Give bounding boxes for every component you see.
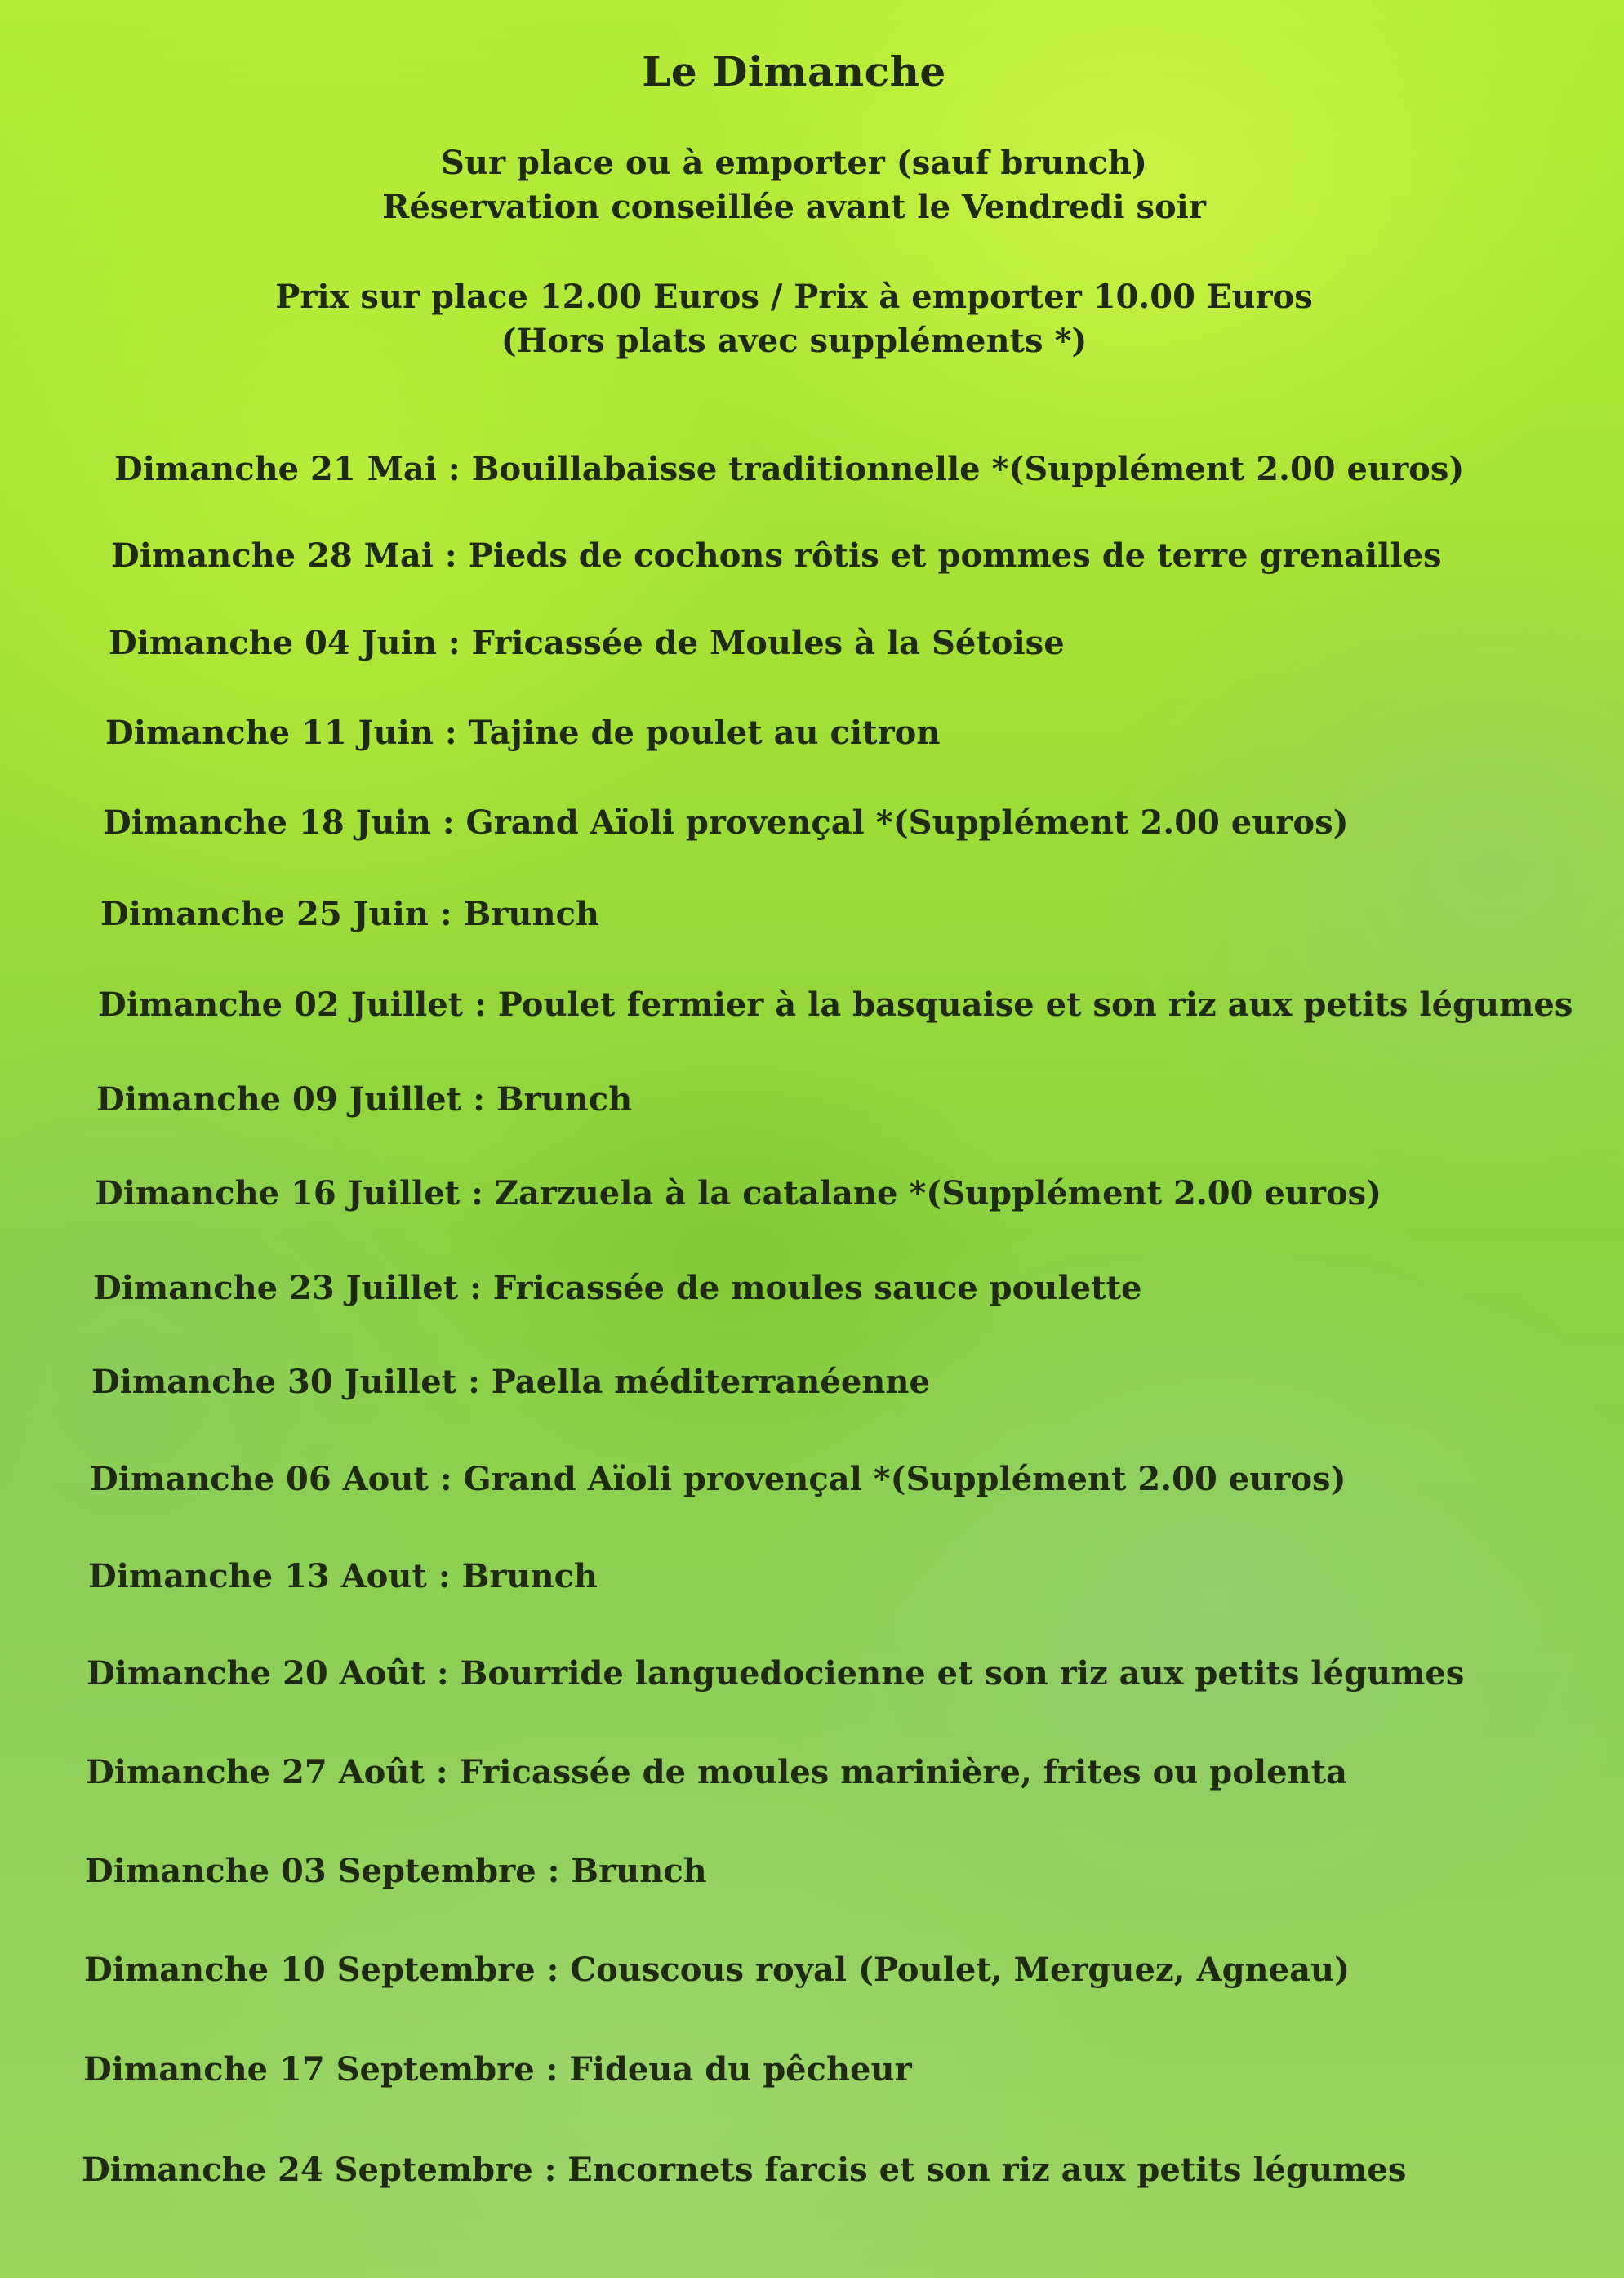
menu-date: Dimanche 03 Septembre (85, 1852, 536, 1890)
menu-date: Dimanche 24 Septembre (82, 2151, 533, 2189)
reservation-note: Réservation conseillée avant le Vendredi soir (382, 188, 1206, 226)
menu-entry: Dimanche 13 Aout : Brunch (88, 1557, 598, 1595)
menu-entry: Dimanche 10 Septembre : Couscous royal (Poulet, Merguez, Agneau) (84, 1951, 1350, 1989)
menu-dish: Brunch (463, 895, 600, 933)
menu-entry: Dimanche 17 Septembre : Fideua du pêcheur (83, 2050, 912, 2089)
menu-date: Dimanche 02 Juillet (98, 986, 464, 1024)
menu-entry: Dimanche 06 Aout : Grand Aïoli provençal *(Supplément 2.00 euros) (90, 1460, 1346, 1498)
menu-entry: Dimanche 28 Mai : Pieds de cochons rôtis et pommes de terre grenailles (111, 536, 1442, 575)
menu-date: Dimanche 06 Aout (90, 1460, 429, 1498)
menu-date: Dimanche 18 Juin (103, 803, 431, 842)
menu-dish: Encornets farcis et son riz aux petits légumes (567, 2151, 1407, 2189)
menu-date: Dimanche 04 Juin (109, 624, 437, 662)
menu-date: Dimanche 30 Juillet (91, 1363, 457, 1401)
menu-entry: Dimanche 24 Septembre : Encornets farcis et son riz aux petits légumes (82, 2151, 1407, 2189)
menu-dish: Pieds de cochons rôtis et pommes de terre grenailles (468, 536, 1442, 575)
menu-date: Dimanche 28 Mai (111, 536, 434, 575)
menu-entry: Dimanche 02 Juillet : Poulet fermier à la basquaise et son riz aux petits légumes (98, 986, 1573, 1024)
menu-entry: Dimanche 27 Août : Fricassée de moules marinière, frites ou polenta (86, 1753, 1348, 1791)
service-note: Sur place ou à emporter (sauf brunch) (441, 144, 1147, 182)
menu-entry: Dimanche 21 Mai : Bouillabaisse traditionnelle *(Supplément 2.00 euros) (114, 450, 1465, 488)
menu-date: Dimanche 11 Juin (105, 714, 434, 752)
menu-dish: Brunch (496, 1080, 633, 1119)
price-line: Prix sur place 12.00 Euros / Prix à emporter 10.00 Euros (275, 278, 1313, 316)
menu-date: Dimanche 20 Août (87, 1654, 425, 1693)
menu-date: Dimanche 21 Mai (114, 450, 437, 488)
menu-entry: Dimanche 20 Août : Bourride languedocienne et son riz aux petits légumes (87, 1654, 1465, 1693)
menu-date: Dimanche 25 Juin (100, 895, 429, 933)
menu-dish: Grand Aïoli provençal *(Supplément 2.00 euros) (465, 803, 1349, 842)
menu-dish: Couscous royal (Poulet, Merguez, Agneau) (570, 1951, 1350, 1989)
menu-dish: Brunch (461, 1557, 598, 1595)
menu-entry: Dimanche 03 Septembre : Brunch (85, 1852, 707, 1890)
menu-entry: Dimanche 04 Juin : Fricassée de Moules à la Sétoise (109, 624, 1065, 662)
menu-date: Dimanche 10 Septembre (84, 1951, 536, 1989)
menu-dish: Bouillabaisse traditionnelle *(Supplément 2.00 euros) (471, 450, 1465, 488)
page-title: Le Dimanche (642, 47, 946, 96)
menu-dish: Fideua du pêcheur (569, 2050, 912, 2089)
menu-dish: Fricassée de moules sauce poulette (492, 1269, 1142, 1307)
menu-entry: Dimanche 18 Juin : Grand Aïoli provençal *(Supplément 2.00 euros) (103, 803, 1349, 842)
menu-date: Dimanche 17 Septembre (83, 2050, 535, 2089)
supplement-note: (Hors plats avec suppléments *) (501, 322, 1088, 360)
menu-date: Dimanche 09 Juillet (96, 1080, 462, 1119)
menu-dish: Brunch (571, 1852, 707, 1890)
menu-dish: Fricassée de Moules à la Sétoise (471, 624, 1065, 662)
menu-date: Dimanche 23 Juillet (93, 1269, 459, 1307)
menu-entry: Dimanche 16 Juillet : Zarzuela à la catalane *(Supplément 2.00 euros) (95, 1174, 1382, 1212)
menu-dish: Zarzuela à la catalane *(Supplément 2.00 euros) (494, 1174, 1382, 1212)
menu-dish: Paella méditerranéenne (491, 1363, 930, 1401)
menu-entry: Dimanche 09 Juillet : Brunch (96, 1080, 633, 1119)
menu-dish: Grand Aïoli provençal *(Supplément 2.00 euros) (463, 1460, 1346, 1498)
menu-date: Dimanche 13 Aout (88, 1557, 427, 1595)
menu-entry: Dimanche 25 Juin : Brunch (100, 895, 600, 933)
menu-dish: Fricassée de moules marinière, frites ou polenta (459, 1753, 1348, 1791)
menu-dish: Tajine de poulet au citron (468, 714, 941, 752)
menu-entry: Dimanche 23 Juillet : Fricassée de moules sauce poulette (93, 1269, 1142, 1307)
menu-entry: Dimanche 11 Juin : Tajine de poulet au citron (105, 714, 941, 752)
menu-entry: Dimanche 30 Juillet : Paella méditerranéenne (91, 1363, 930, 1401)
menu-date: Dimanche 27 Août (86, 1753, 425, 1791)
menu-date: Dimanche 16 Juillet (95, 1174, 461, 1212)
menu-dish: Poulet fermier à la basquaise et son riz aux petits légumes (497, 986, 1573, 1024)
menu-dish: Bourride languedocienne et son riz aux petits légumes (460, 1654, 1465, 1693)
